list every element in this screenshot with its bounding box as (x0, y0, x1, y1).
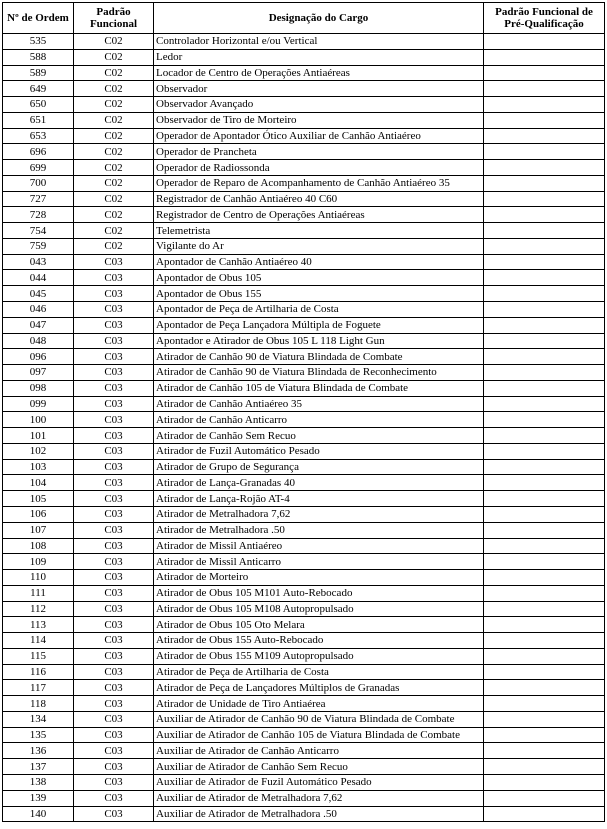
cell-padrao-pre-qualificacao (484, 112, 605, 128)
cell-numero-ordem: 099 (3, 396, 74, 412)
cell-padrao-funcional: C03 (74, 617, 154, 633)
cell-padrao-funcional: C03 (74, 412, 154, 428)
cell-padrao-funcional: C03 (74, 317, 154, 333)
cell-padrao-pre-qualificacao (484, 601, 605, 617)
cell-designacao-cargo: Atirador de Morteiro (154, 570, 484, 586)
cell-numero-ordem: 109 (3, 554, 74, 570)
cell-padrao-pre-qualificacao (484, 428, 605, 444)
cell-padrao-pre-qualificacao (484, 570, 605, 586)
cell-padrao-pre-qualificacao (484, 617, 605, 633)
cell-numero-ordem: 097 (3, 365, 74, 381)
cell-padrao-funcional: C03 (74, 790, 154, 806)
document-page (2, 2, 604, 822)
cell-padrao-funcional: C03 (74, 506, 154, 522)
cell-padrao-pre-qualificacao (484, 207, 605, 223)
cell-padrao-funcional: C02 (74, 65, 154, 81)
cell-padrao-pre-qualificacao (484, 506, 605, 522)
cell-padrao-funcional: C03 (74, 270, 154, 286)
cell-numero-ordem: 096 (3, 349, 74, 365)
cell-padrao-pre-qualificacao (484, 696, 605, 712)
cell-padrao-funcional: C02 (74, 191, 154, 207)
cell-designacao-cargo: Auxiliar de Atirador de Metralhadora .50 (154, 806, 484, 822)
cell-padrao-pre-qualificacao (484, 317, 605, 333)
table-row (3, 459, 605, 475)
cell-numero-ordem: 135 (3, 727, 74, 743)
cell-padrao-pre-qualificacao (484, 554, 605, 570)
table-row (3, 223, 605, 239)
cell-numero-ordem: 136 (3, 743, 74, 759)
table-row (3, 774, 605, 790)
cell-numero-ordem: 137 (3, 759, 74, 775)
cell-numero-ordem: 699 (3, 160, 74, 176)
cell-numero-ordem: 111 (3, 585, 74, 601)
cell-padrao-funcional: C03 (74, 759, 154, 775)
cell-padrao-pre-qualificacao (484, 475, 605, 491)
cell-numero-ordem: 044 (3, 270, 74, 286)
cell-designacao-cargo: Atirador de Metralhadora .50 (154, 522, 484, 538)
cell-designacao-cargo: Telemetrista (154, 223, 484, 239)
cell-designacao-cargo: Apontador e Atirador de Obus 105 L 118 Light Gun (154, 333, 484, 349)
header-padrao-pre-qualificacao: Padrão Funcional de Pré-Qualificação (484, 3, 605, 34)
table-row (3, 34, 605, 50)
cell-numero-ordem: 100 (3, 412, 74, 428)
cell-padrao-pre-qualificacao (484, 254, 605, 270)
table-row (3, 491, 605, 507)
cell-designacao-cargo: Apontador de Peça de Artilharia de Costa (154, 302, 484, 318)
table-row (3, 648, 605, 664)
table-row (3, 144, 605, 160)
table-row (3, 538, 605, 554)
cell-padrao-pre-qualificacao (484, 97, 605, 113)
cell-numero-ordem: 107 (3, 522, 74, 538)
cell-designacao-cargo: Locador de Centro de Operações Antiaéreas (154, 65, 484, 81)
cell-padrao-funcional: C03 (74, 554, 154, 570)
cell-numero-ordem: 134 (3, 711, 74, 727)
cell-padrao-funcional: C02 (74, 223, 154, 239)
cell-padrao-funcional: C03 (74, 349, 154, 365)
cell-padrao-funcional: C03 (74, 570, 154, 586)
table-row (3, 617, 605, 633)
cell-padrao-pre-qualificacao (484, 302, 605, 318)
cell-padrao-funcional: C03 (74, 806, 154, 822)
table-row (3, 412, 605, 428)
table-row (3, 207, 605, 223)
cell-padrao-funcional: C03 (74, 365, 154, 381)
cell-numero-ordem: 649 (3, 81, 74, 97)
table-row (3, 97, 605, 113)
cell-designacao-cargo: Atirador de Canhão Anticarro (154, 412, 484, 428)
cell-padrao-pre-qualificacao (484, 65, 605, 81)
header-numero-ordem: Nº de Ordem (3, 3, 74, 34)
cell-padrao-funcional: C03 (74, 396, 154, 412)
table-row (3, 554, 605, 570)
cell-padrao-funcional: C02 (74, 34, 154, 50)
cell-designacao-cargo: Auxiliar de Atirador de Canhão 105 de Viatura Blindada de Combate (154, 727, 484, 743)
cell-padrao-pre-qualificacao (484, 806, 605, 822)
cell-padrao-funcional: C03 (74, 696, 154, 712)
table-row (3, 349, 605, 365)
cell-numero-ordem: 101 (3, 428, 74, 444)
cell-designacao-cargo: Operador de Reparo de Acompanhamento de Canhão Antiaéreo 35 (154, 175, 484, 191)
cell-padrao-funcional: C03 (74, 333, 154, 349)
table-row (3, 570, 605, 586)
cell-numero-ordem: 106 (3, 506, 74, 522)
table-header (3, 3, 605, 34)
cell-numero-ordem: 048 (3, 333, 74, 349)
cell-padrao-pre-qualificacao (484, 491, 605, 507)
table-row (3, 254, 605, 270)
cell-designacao-cargo: Vigilante do Ar (154, 238, 484, 254)
cell-numero-ordem: 043 (3, 254, 74, 270)
cell-padrao-funcional: C03 (74, 648, 154, 664)
table-row (3, 302, 605, 318)
cell-designacao-cargo: Apontador de Obus 105 (154, 270, 484, 286)
table-row (3, 585, 605, 601)
table-row (3, 191, 605, 207)
cell-numero-ordem: 535 (3, 34, 74, 50)
cell-padrao-funcional: C03 (74, 585, 154, 601)
cell-padrao-funcional: C03 (74, 459, 154, 475)
cell-numero-ordem: 754 (3, 223, 74, 239)
cell-designacao-cargo: Atirador de Canhão Sem Recuo (154, 428, 484, 444)
cell-padrao-funcional: C03 (74, 286, 154, 302)
cell-designacao-cargo: Atirador de Obus 105 M101 Auto-Rebocado (154, 585, 484, 601)
table-row (3, 790, 605, 806)
table-row (3, 175, 605, 191)
cell-numero-ordem: 114 (3, 633, 74, 649)
cell-designacao-cargo: Atirador de Lança-Granadas 40 (154, 475, 484, 491)
table-row (3, 443, 605, 459)
cell-padrao-funcional: C03 (74, 633, 154, 649)
cell-padrao-pre-qualificacao (484, 538, 605, 554)
cell-designacao-cargo: Operador de Prancheta (154, 144, 484, 160)
table-row (3, 81, 605, 97)
cell-padrao-funcional: C03 (74, 254, 154, 270)
cell-padrao-funcional: C03 (74, 428, 154, 444)
cell-numero-ordem: 727 (3, 191, 74, 207)
cell-padrao-pre-qualificacao (484, 160, 605, 176)
cell-padrao-funcional: C02 (74, 112, 154, 128)
cell-designacao-cargo: Atirador de Obus 155 Auto-Rebocado (154, 633, 484, 649)
cell-padrao-pre-qualificacao (484, 365, 605, 381)
cell-padrao-pre-qualificacao (484, 191, 605, 207)
table-row (3, 664, 605, 680)
cell-designacao-cargo: Atirador de Canhão 90 de Viatura Blindada de Reconhecimento (154, 365, 484, 381)
table-row (3, 365, 605, 381)
cell-numero-ordem: 588 (3, 49, 74, 65)
header-row (3, 3, 605, 34)
cell-designacao-cargo: Auxiliar de Atirador de Canhão Anticarro (154, 743, 484, 759)
cell-numero-ordem: 112 (3, 601, 74, 617)
cell-designacao-cargo: Observador (154, 81, 484, 97)
cell-padrao-funcional: C03 (74, 443, 154, 459)
cell-numero-ordem: 140 (3, 806, 74, 822)
table-row (3, 727, 605, 743)
table-row (3, 680, 605, 696)
cell-designacao-cargo: Atirador de Obus 105 M108 Autopropulsado (154, 601, 484, 617)
table-row (3, 128, 605, 144)
table-row (3, 522, 605, 538)
cell-designacao-cargo: Atirador de Lança-Rojão AT-4 (154, 491, 484, 507)
cell-padrao-funcional: C02 (74, 175, 154, 191)
cell-numero-ordem: 103 (3, 459, 74, 475)
cell-padrao-funcional: C03 (74, 475, 154, 491)
cell-designacao-cargo: Atirador de Unidade de Tiro Antiaérea (154, 696, 484, 712)
cell-padrao-pre-qualificacao (484, 34, 605, 50)
table-row (3, 333, 605, 349)
cell-padrao-pre-qualificacao (484, 333, 605, 349)
cell-padrao-funcional: C03 (74, 601, 154, 617)
cell-designacao-cargo: Atirador de Metralhadora 7,62 (154, 506, 484, 522)
cell-numero-ordem: 105 (3, 491, 74, 507)
cell-padrao-funcional: C03 (74, 664, 154, 680)
header-padrao-funcional: Padrão Funcional (74, 3, 154, 34)
table-row (3, 317, 605, 333)
table-row (3, 506, 605, 522)
cell-padrao-funcional: C03 (74, 538, 154, 554)
table-row (3, 270, 605, 286)
cell-numero-ordem: 700 (3, 175, 74, 191)
cell-padrao-funcional: C03 (74, 380, 154, 396)
cell-designacao-cargo: Observador Avançado (154, 97, 484, 113)
cell-padrao-funcional: C02 (74, 128, 154, 144)
cell-designacao-cargo: Auxiliar de Atirador de Fuzil Automático Pesado (154, 774, 484, 790)
table-row (3, 112, 605, 128)
cell-padrao-funcional: C02 (74, 160, 154, 176)
cell-padrao-pre-qualificacao (484, 711, 605, 727)
cell-designacao-cargo: Apontador de Canhão Antiaéreo 40 (154, 254, 484, 270)
table-row (3, 238, 605, 254)
cell-padrao-pre-qualificacao (484, 633, 605, 649)
table-row (3, 49, 605, 65)
cell-numero-ordem: 045 (3, 286, 74, 302)
cell-numero-ordem: 138 (3, 774, 74, 790)
cell-designacao-cargo: Atirador de Canhão Antiaéreo 35 (154, 396, 484, 412)
cell-numero-ordem: 759 (3, 238, 74, 254)
cell-padrao-pre-qualificacao (484, 459, 605, 475)
cell-numero-ordem: 110 (3, 570, 74, 586)
cell-designacao-cargo: Atirador de Peça de Artilharia de Costa (154, 664, 484, 680)
cell-numero-ordem: 696 (3, 144, 74, 160)
cell-numero-ordem: 589 (3, 65, 74, 81)
table-row (3, 475, 605, 491)
cell-designacao-cargo: Atirador de Canhão 90 de Viatura Blindada de Combate (154, 349, 484, 365)
cell-padrao-funcional: C03 (74, 711, 154, 727)
cell-padrao-pre-qualificacao (484, 790, 605, 806)
cell-padrao-pre-qualificacao (484, 144, 605, 160)
cell-padrao-pre-qualificacao (484, 175, 605, 191)
cell-padrao-pre-qualificacao (484, 238, 605, 254)
cell-designacao-cargo: Auxiliar de Atirador de Canhão Sem Recuo (154, 759, 484, 775)
cell-padrao-funcional: C02 (74, 49, 154, 65)
cell-padrao-pre-qualificacao (484, 349, 605, 365)
cell-designacao-cargo: Atirador de Fuzil Automático Pesado (154, 443, 484, 459)
cell-padrao-pre-qualificacao (484, 223, 605, 239)
cell-padrao-funcional: C03 (74, 302, 154, 318)
cell-padrao-pre-qualificacao (484, 412, 605, 428)
cell-designacao-cargo: Registrador de Centro de Operações Antiaéreas (154, 207, 484, 223)
cell-padrao-pre-qualificacao (484, 759, 605, 775)
table-row (3, 743, 605, 759)
table-row (3, 428, 605, 444)
cell-numero-ordem: 117 (3, 680, 74, 696)
cell-padrao-funcional: C02 (74, 97, 154, 113)
cell-padrao-pre-qualificacao (484, 128, 605, 144)
table-row (3, 759, 605, 775)
cell-padrao-funcional: C03 (74, 491, 154, 507)
table-row (3, 160, 605, 176)
cell-padrao-pre-qualificacao (484, 396, 605, 412)
cell-numero-ordem: 113 (3, 617, 74, 633)
cell-numero-ordem: 102 (3, 443, 74, 459)
cell-padrao-pre-qualificacao (484, 270, 605, 286)
cell-designacao-cargo: Atirador de Obus 105 Oto Melara (154, 617, 484, 633)
cell-padrao-pre-qualificacao (484, 664, 605, 680)
cell-numero-ordem: 653 (3, 128, 74, 144)
table-row (3, 286, 605, 302)
cell-numero-ordem: 650 (3, 97, 74, 113)
cell-padrao-funcional: C03 (74, 680, 154, 696)
cell-padrao-pre-qualificacao (484, 743, 605, 759)
cell-padrao-pre-qualificacao (484, 522, 605, 538)
header-designacao-cargo: Designação do Cargo (154, 3, 484, 34)
cell-designacao-cargo: Controlador Horizontal e/ou Vertical (154, 34, 484, 50)
cell-designacao-cargo: Registrador de Canhão Antiaéreo 40 C60 (154, 191, 484, 207)
table-row (3, 601, 605, 617)
table-body (3, 34, 605, 822)
cell-designacao-cargo: Auxiliar de Atirador de Canhão 90 de Viatura Blindada de Combate (154, 711, 484, 727)
cell-designacao-cargo: Atirador de Grupo de Segurança (154, 459, 484, 475)
cell-padrao-pre-qualificacao (484, 49, 605, 65)
cell-padrao-funcional: C03 (74, 522, 154, 538)
cell-designacao-cargo: Atirador de Peça de Lançadores Múltiplos de Granadas (154, 680, 484, 696)
cell-padrao-funcional: C02 (74, 81, 154, 97)
cell-numero-ordem: 098 (3, 380, 74, 396)
cell-padrao-pre-qualificacao (484, 774, 605, 790)
cell-designacao-cargo: Operador de Radiossonda (154, 160, 484, 176)
cell-padrao-pre-qualificacao (484, 286, 605, 302)
table-row (3, 696, 605, 712)
cell-designacao-cargo: Operador de Apontador Ótico Auxiliar de Canhão Antiaéreo (154, 128, 484, 144)
cell-padrao-pre-qualificacao (484, 648, 605, 664)
cell-designacao-cargo: Apontador de Peça Lançadora Múltipla de Foguete (154, 317, 484, 333)
cell-designacao-cargo: Observador de Tiro de Morteiro (154, 112, 484, 128)
cell-numero-ordem: 108 (3, 538, 74, 554)
cell-designacao-cargo: Atirador de Missil Anticarro (154, 554, 484, 570)
cell-designacao-cargo: Apontador de Obus 155 (154, 286, 484, 302)
cell-numero-ordem: 046 (3, 302, 74, 318)
cell-numero-ordem: 104 (3, 475, 74, 491)
cell-padrao-pre-qualificacao (484, 585, 605, 601)
cell-padrao-pre-qualificacao (484, 81, 605, 97)
cell-designacao-cargo: Atirador de Obus 155 M109 Autopropulsado (154, 648, 484, 664)
cell-padrao-pre-qualificacao (484, 727, 605, 743)
cell-numero-ordem: 115 (3, 648, 74, 664)
cell-numero-ordem: 651 (3, 112, 74, 128)
cell-designacao-cargo: Atirador de Canhão 105 de Viatura Blindada de Combate (154, 380, 484, 396)
table-row (3, 396, 605, 412)
cell-padrao-funcional: C02 (74, 207, 154, 223)
cell-padrao-funcional: C02 (74, 238, 154, 254)
table-row (3, 380, 605, 396)
cell-padrao-pre-qualificacao (484, 380, 605, 396)
cell-numero-ordem: 139 (3, 790, 74, 806)
cell-designacao-cargo: Atirador de Missil Antiaéreo (154, 538, 484, 554)
cell-padrao-funcional: C03 (74, 774, 154, 790)
cell-numero-ordem: 116 (3, 664, 74, 680)
cell-padrao-pre-qualificacao (484, 443, 605, 459)
table-row (3, 711, 605, 727)
table-row (3, 806, 605, 822)
table-row (3, 65, 605, 81)
cell-numero-ordem: 047 (3, 317, 74, 333)
table-row (3, 633, 605, 649)
cell-designacao-cargo: Auxiliar de Atirador de Metralhadora 7,62 (154, 790, 484, 806)
cell-designacao-cargo: Ledor (154, 49, 484, 65)
cell-padrao-funcional: C02 (74, 144, 154, 160)
cell-padrao-funcional: C03 (74, 727, 154, 743)
cell-numero-ordem: 118 (3, 696, 74, 712)
cell-numero-ordem: 728 (3, 207, 74, 223)
cell-padrao-pre-qualificacao (484, 680, 605, 696)
cargos-table (2, 2, 605, 822)
cell-padrao-funcional: C03 (74, 743, 154, 759)
